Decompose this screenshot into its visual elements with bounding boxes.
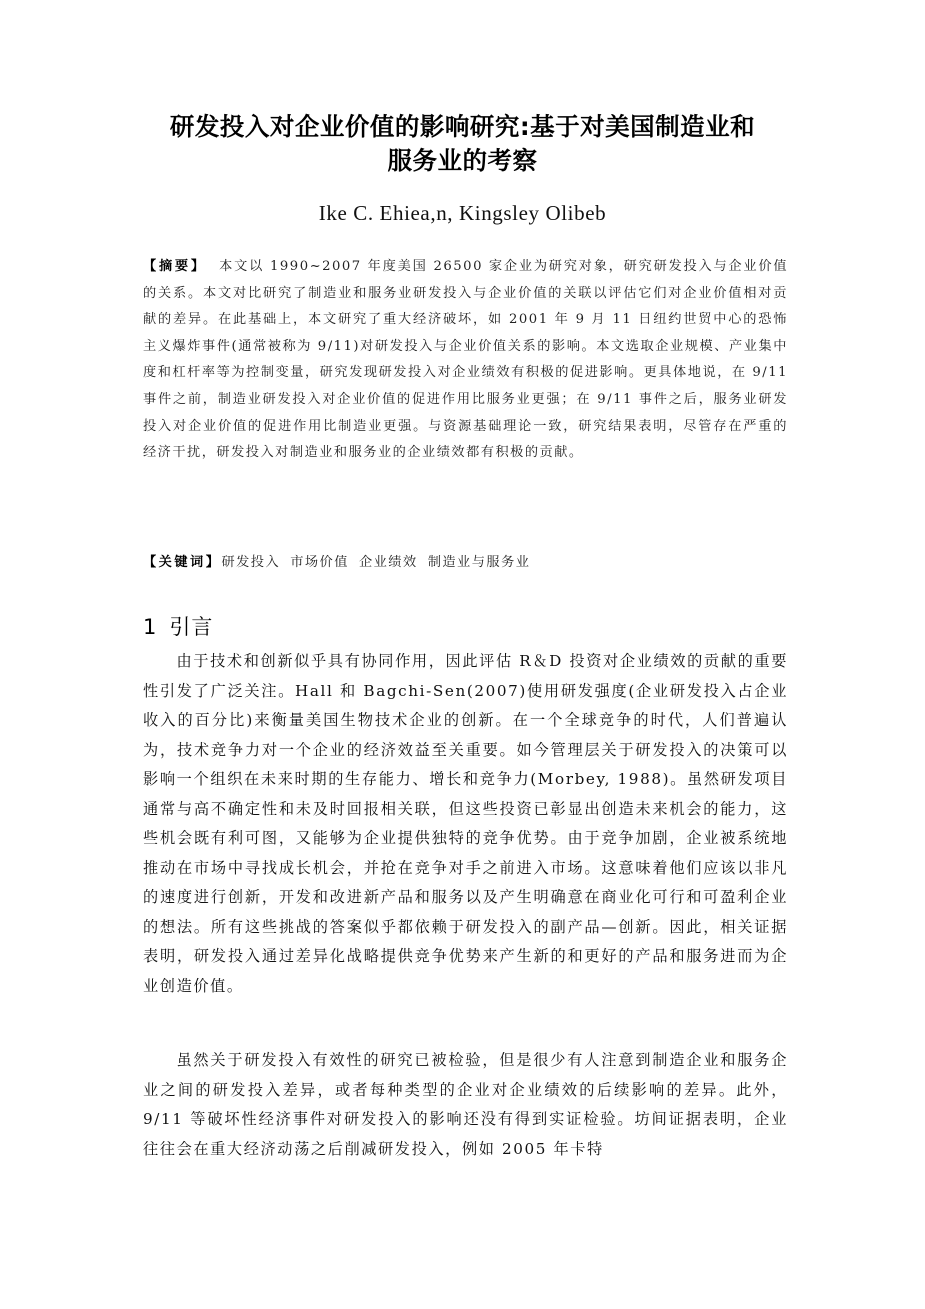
section-heading [143, 612, 213, 642]
keyword-item: 研发投入 [221, 555, 281, 570]
section-number: 1 [143, 615, 158, 639]
abstract [143, 254, 788, 467]
keyword-item: 企业绩效 [358, 555, 418, 570]
title-line-2: 服务业的考察 [387, 146, 538, 175]
keywords-label: 【关键词】 [143, 555, 222, 570]
abstract-label: 【摘要】 [143, 259, 207, 274]
body-paragraph-2: 虽然关于研发投入有效性的研究已被检验，但是很少有人注意到制造企业和服务企业之间的研发投入差异，或者每种类型的企业对企业绩效的后续影响的差异。此外，9/11 等破坏性经济事件对研发投入的影响还没有得到实证检验。坊间证据表明，企业往往会在重大经济动荡之后削减研发投入，例如 2005 年卡特 [143, 1051, 788, 1158]
abstract-text: 本文以 1990~2007 年度美国 26500 家企业为研究对象，研究研发投入与企业价值的关系。本文对比研究了制造业和服务业研发投入与企业价值的关联以评估它们对企业价值相对贡献的差异。在此基础上，本文研究了重大经济破坏，如 2001 年 9 月 11 日纽约世贸中心的恐怖主义爆炸事件(通常被称为 9/11)对研发投入与企业价值关系的影响。本文选取企业规模、产业集中度和杠杆率等为控制变量，研究发现研发投入对企业绩效有积极的促进影响。更具体地说，在 9/11 事件之前，制造业研发投入对企业价值的促进作用比服务业更强；在 9/11 事件之后，服务业研发投入对企业价值的促进作用比制造业更强。与资源基础理论一致，研究结果表明，尽管存在严重的经济干扰，研发投入对制造业和服务业的企业绩效都有积极的贡献。 [143, 259, 789, 461]
keyword-item: 制造业与服务业 [427, 555, 531, 570]
section-title: 引言 [169, 615, 214, 639]
body-paragraph-1: 由于技术和创新似乎具有协同作用，因此评估 R＆D 投资对企业绩效的贡献的重要性引发了广泛关注。Hall 和 Bagchi-Sen(2007)使用研发强度(企业研发投入占企业收入的百分比)来衡量美国生物技术企业的创新。在一个全球竞争的时代，人们普遍认为，技术竞争力对一个企业的经济效益至关重要。如今管理层关于研发投入的决策可以影响一个组织在未来时期的生存能力、增长和竞争力(Morbey, 1988)。虽然研发项目通常与高不确定性和未及时回报相关联，但这些投资已彰显出创造未来机会的能力，这些机会既有利可图，又能够为企业提供独特的竞争优势。由于竞争加剧，企业被系统地推动在市场中寻找成长机会，并抢在竞争对手之前进入市场。这意味着他们应该以非凡的速度进行创新，开发和改进新产品和服务以及产生明确意在商业化可行和可盈利企业的想法。所有这些挑战的答案似乎都依赖于研发投入的副产品—创新。因此，相关证据表明，研发投入通过差异化战略提供竞争优势来产生新的和更好的产品和服务进而为企业创造价值。 [143, 652, 788, 995]
keyword-item: 市场价值 [290, 555, 349, 570]
title-line-1: 研发投入对企业价值的影响研究:基于对美国制造业和 [169, 112, 756, 141]
author-line: Ike C. Ehiea,n, Kingsley Olibeb [318, 201, 607, 225]
paper-title [110, 110, 815, 178]
keywords [143, 551, 788, 575]
